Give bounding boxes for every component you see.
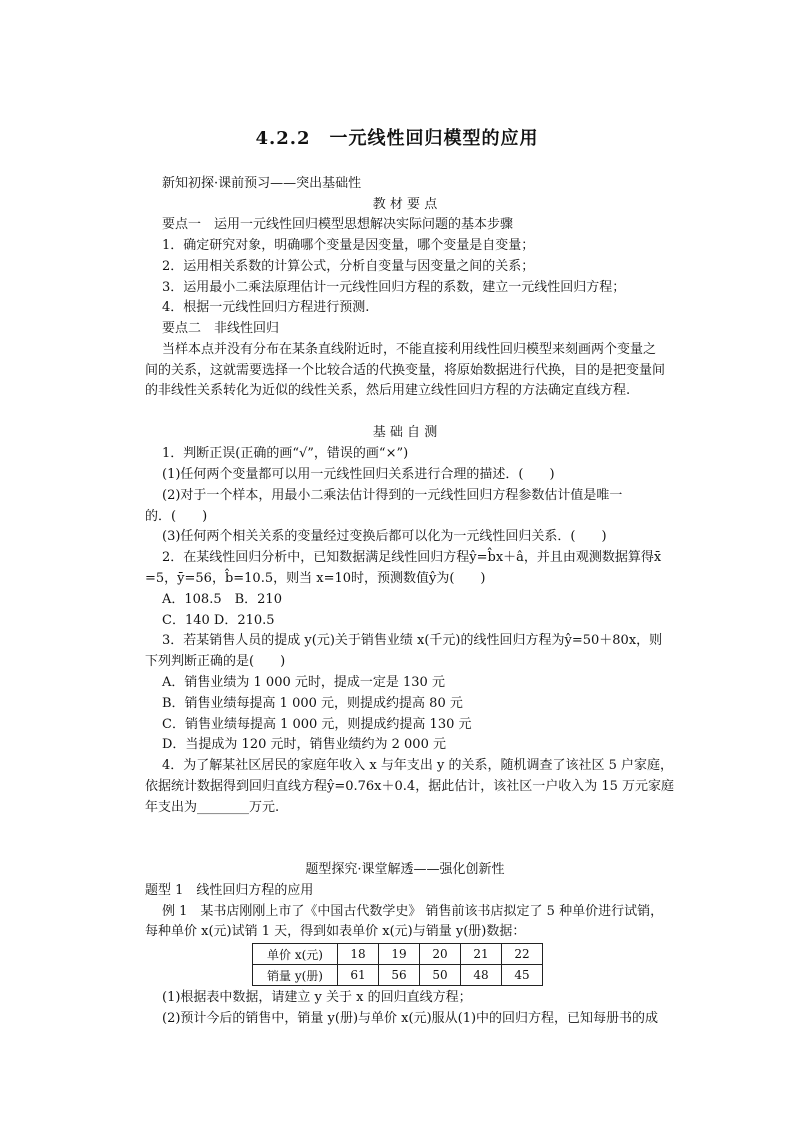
- page-title: 4.2.2 一元线性回归模型的应用: [255, 128, 539, 149]
- section2-subheader: 基 础 自 测: [372, 425, 438, 440]
- table-cell: 18: [338, 944, 379, 965]
- question-3-option: D．当提成为 120 元时，销售业绩约为 2 000 元: [162, 737, 446, 752]
- question-1: 1．判断正误(正确的画“√”，错误的画“×”): [162, 446, 409, 461]
- question-3-line: 下列判断正确的是( ): [145, 654, 286, 669]
- question-3-line: 3．若某销售人员的提成 y(元)关于销售业绩 x(千元)的线性回归方程为ŷ=50＋80x，则: [162, 633, 663, 648]
- question-3-option: C．销售业绩每提高 1 000 元，则提成约提高 130 元: [162, 717, 472, 732]
- step-item: 4．根据一元线性回归方程进行预测.: [162, 300, 370, 315]
- step-item: 3．运用最小二乘法原理估计一元线性回归方程的系数，建立一元线性回归方程；: [162, 280, 626, 295]
- table-cell: 50: [420, 965, 461, 986]
- question-4-line: 年支出为________万元.: [145, 800, 280, 815]
- point2-text-line: 间的关系，这就需要选择一个比较合适的代换变量，将原始数据进行代换，目的是把变量间: [145, 363, 666, 378]
- table-cell: 20: [420, 944, 461, 965]
- question-3-option: A．销售业绩为 1 000 元时，提成一定是 130 元: [162, 675, 445, 690]
- sub-question: (1)根据表中数据，请建立 y 关于 x 的回归直线方程；: [162, 990, 472, 1005]
- table-row-label: 单价 x(元): [253, 944, 338, 965]
- section3-header: 题型探究·课堂解透——强化创新性: [305, 862, 505, 877]
- question-1-item: 的．( ): [145, 509, 208, 524]
- question-1-item: (3)任何两个相关关系的变量经过变换后都可以化为一元线性回归关系．( ): [162, 529, 607, 544]
- section1-subheader: 教 材 要 点: [372, 197, 438, 212]
- type1-title: 题型 1 线性回归方程的应用: [145, 883, 314, 898]
- question-2-option: A．108.5 B．210: [162, 592, 282, 607]
- question-2-line: =5，ȳ=56，b̂=10.5，则当 x=10时，预测数值ŷ为( ): [145, 571, 486, 586]
- question-4-line: 4．为了解某社区居民的家庭年收入 x 与年支出 y 的关系，随机调查了该社区 5 户家庭，: [162, 758, 674, 773]
- table-row-label: 销量 y(册): [253, 965, 338, 986]
- table-row: [253, 944, 543, 965]
- question-1-item: (2)对于一个样本，用最小二乘法估计得到的一元线性回归方程参数估计值是唯一: [162, 488, 623, 503]
- price-sales-table: [252, 943, 543, 986]
- table-cell: 45: [502, 965, 543, 986]
- question-2-line: 2．在某线性回归分析中，已知数据满足线性回归方程ŷ=b̂x＋â，并且由观测数据算得x̄: [162, 550, 662, 565]
- question-2-option: C．140 D．210.5: [162, 613, 275, 628]
- table-cell: 22: [502, 944, 543, 965]
- table-cell: 19: [379, 944, 420, 965]
- table-row: [253, 965, 543, 986]
- sub-question: (2)预计今后的销售中，销量 y(册)与单价 x(元)服从(1)中的回归方程，已知每册书的成: [162, 1011, 659, 1026]
- example1-line: 每种单价 x(元)试销 1 天，得到如表单价 x(元)与销量 y(册)数据：: [145, 924, 526, 939]
- question-1-item: (1)任何两个变量都可以用一元线性回归关系进行合理的描述．( ): [162, 467, 555, 482]
- step-item: 1．确定研究对象，明确哪个变量是因变量，哪个变量是自变量；: [162, 238, 535, 253]
- point2-text-line: 的非线性关系转化为近似的线性关系，然后用建立线性回归方程的方法确定直线方程.: [145, 383, 631, 398]
- table-cell: 21: [461, 944, 502, 965]
- question-3-option: B．销售业绩每提高 1 000 元，则提成约提高 80 元: [162, 696, 463, 711]
- table-cell: 48: [461, 965, 502, 986]
- example1-line: 例 1 某书店刚刚上市了《中国古代数学史》 销售前该书店拟定了 5 种单价进行试销，: [162, 904, 664, 919]
- step-item: 2．运用相关系数的计算公式，分析自变量与因变量之间的关系；: [162, 259, 535, 274]
- section1-header: 新知初探·课前预习——突出基础性: [162, 176, 362, 191]
- table-cell: 61: [338, 965, 379, 986]
- table-cell: 56: [379, 965, 420, 986]
- question-4-line: 依据统计数据得到回归直线方程ŷ=0.76x＋0.4，据此估计，该社区一户收入为 15 万元家庭: [145, 779, 674, 794]
- point2-text-line: 当样本点并没有分布在某条直线附近时，不能直接利用线性回归模型来刻画两个变量之: [162, 342, 657, 357]
- point2-title: 要点二 非线性回归: [162, 321, 280, 336]
- point1-title: 要点一 运用一元线性回归模型思想解决实际问题的基本步骤: [162, 217, 514, 232]
